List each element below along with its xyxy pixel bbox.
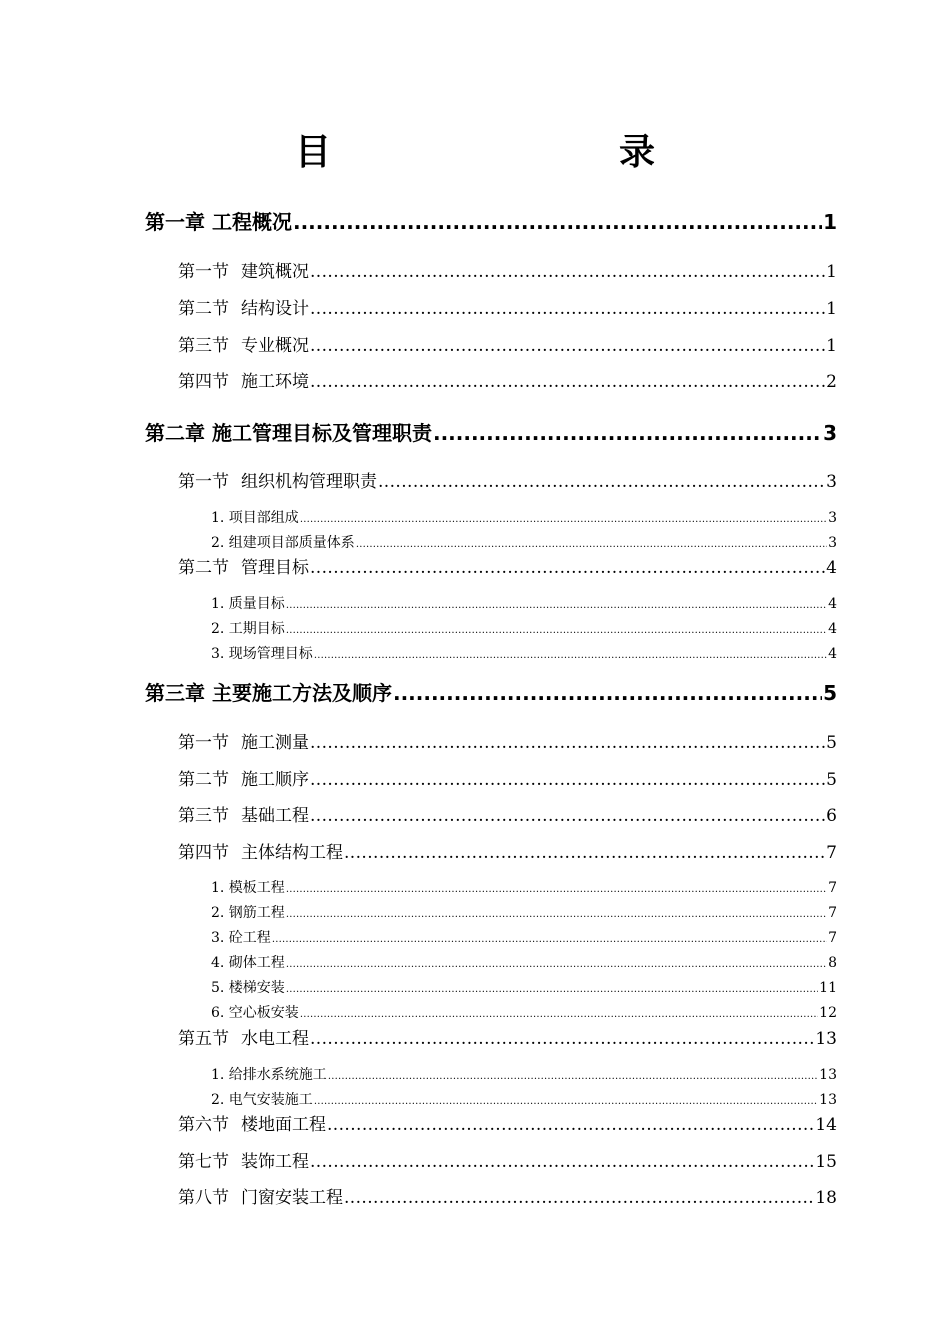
page-number: 7: [828, 880, 837, 896]
toc-item[interactable]: [211, 620, 837, 640]
toc-section[interactable]: [178, 335, 837, 357]
page-number: 5: [826, 770, 837, 790]
page-number: 7: [828, 905, 837, 921]
item-title: 2. 工期目标: [211, 621, 285, 637]
toc-section[interactable]: [178, 298, 837, 320]
dot-leader: [310, 1028, 814, 1050]
dot-leader: [300, 1006, 818, 1024]
section-title: 专业概况: [241, 336, 309, 356]
section-number: 第四节: [178, 372, 229, 392]
dot-leader: [433, 420, 822, 446]
page-number: 7: [826, 843, 837, 863]
page-number: 18: [815, 1188, 837, 1208]
page-number: 3: [823, 421, 837, 445]
dot-leader: [286, 622, 827, 640]
dot-leader: [344, 842, 825, 864]
item-title: 6. 空心板安装: [211, 1005, 299, 1021]
dot-leader: [300, 511, 827, 529]
page-number: 4: [828, 596, 837, 612]
dot-leader: [310, 298, 825, 320]
section-number: 第二节: [178, 299, 229, 319]
toc-item[interactable]: [211, 1004, 837, 1024]
toc-section[interactable]: [178, 805, 837, 827]
toc-chapter-3[interactable]: [145, 680, 837, 706]
section-title: 基础工程: [241, 806, 309, 826]
chapter-label: 第三章 主要施工方法及顺序: [145, 681, 392, 705]
section-number: 第三节: [178, 806, 229, 826]
toc-section[interactable]: [178, 1151, 837, 1173]
section-title: 水电工程: [241, 1029, 309, 1049]
toc-chapter-1[interactable]: [145, 209, 837, 235]
item-title: 3. 砼工程: [211, 930, 271, 946]
section-number: 第一节: [178, 262, 229, 282]
chapter-label: 第二章 施工管理目标及管理职责: [145, 421, 432, 445]
toc-section[interactable]: [178, 842, 837, 864]
toc-item[interactable]: [211, 534, 837, 554]
item-title: 1. 质量目标: [211, 596, 285, 612]
section-number: 第三节: [178, 336, 229, 356]
dot-leader: [378, 471, 825, 493]
toc-item[interactable]: [211, 509, 837, 529]
toc-item[interactable]: [211, 595, 837, 615]
section-title: 建筑概况: [241, 262, 309, 282]
page-number: 5: [826, 733, 837, 753]
item-title: 1. 给排水系统施工: [211, 1067, 327, 1083]
dot-leader: [286, 956, 827, 974]
toc-section[interactable]: [178, 557, 837, 579]
dot-leader: [286, 597, 827, 615]
page-number: 1: [826, 299, 837, 319]
section-number: 第一节: [178, 733, 229, 753]
section-title: 门窗安装工程: [241, 1188, 343, 1208]
toc-item[interactable]: [211, 1066, 837, 1086]
section-number: 第二节: [178, 558, 229, 578]
section-number: 第七节: [178, 1152, 229, 1172]
section-title: 楼地面工程: [241, 1115, 326, 1135]
item-title: 1. 模板工程: [211, 880, 285, 896]
dot-leader: [310, 769, 825, 791]
page-number: 2: [826, 372, 837, 392]
page-number: 6: [826, 806, 837, 826]
dot-leader: [310, 732, 825, 754]
item-title: 1. 项目部组成: [211, 510, 299, 526]
page-number: 11: [819, 980, 837, 996]
toc-section[interactable]: [178, 769, 837, 791]
page-number: 15: [815, 1152, 837, 1172]
page-number: 5: [823, 681, 837, 705]
page-number: 13: [815, 1029, 837, 1049]
section-title: 装饰工程: [241, 1152, 309, 1172]
page-number: 14: [815, 1115, 837, 1135]
toc-item[interactable]: [211, 879, 837, 899]
dot-leader: [310, 805, 825, 827]
section-title: 结构设计: [241, 299, 309, 319]
item-title: 2. 电气安装施工: [211, 1092, 313, 1108]
toc-section[interactable]: [178, 1114, 837, 1136]
dot-leader: [293, 209, 822, 235]
page-number: 3: [826, 472, 837, 492]
toc-item[interactable]: [211, 954, 837, 974]
dot-leader: [272, 931, 827, 949]
section-title: 施工测量: [241, 733, 309, 753]
toc-item[interactable]: [211, 929, 837, 949]
item-title: 2. 钢筋工程: [211, 905, 285, 921]
toc-section[interactable]: [178, 471, 837, 493]
toc-chapter-2[interactable]: [145, 420, 837, 446]
dot-leader: [344, 1187, 814, 1209]
dot-leader: [327, 1114, 814, 1136]
toc-item[interactable]: [211, 904, 837, 924]
dot-leader: [286, 906, 827, 924]
page-title: 目 录: [294, 132, 727, 173]
dot-leader: [314, 647, 827, 665]
page-number: 12: [819, 1005, 837, 1021]
page-number: 13: [819, 1092, 837, 1108]
page-number: 4: [828, 621, 837, 637]
item-title: 2. 组建项目部质量体系: [211, 535, 355, 551]
dot-leader: [286, 981, 818, 999]
toc-section[interactable]: [178, 261, 837, 283]
dot-leader: [310, 557, 825, 579]
section-number: 第八节: [178, 1188, 229, 1208]
toc-item[interactable]: [211, 645, 837, 665]
section-title: 管理目标: [241, 558, 309, 578]
toc-section[interactable]: [178, 1028, 837, 1050]
item-title: 5. 楼梯安装: [211, 980, 285, 996]
toc-item[interactable]: [211, 1091, 837, 1111]
dot-leader: [328, 1068, 818, 1086]
page-number: 7: [828, 930, 837, 946]
page-number: 1: [823, 210, 837, 234]
page-number: 1: [826, 262, 837, 282]
toc-section[interactable]: [178, 1187, 837, 1209]
dot-leader: [310, 1151, 814, 1173]
dot-leader: [314, 1093, 818, 1111]
section-number: 第五节: [178, 1029, 229, 1049]
section-number: 第六节: [178, 1115, 229, 1135]
section-number: 第四节: [178, 843, 229, 863]
toc-section[interactable]: [178, 371, 837, 393]
section-number: 第二节: [178, 770, 229, 790]
chapter-label: 第一章 工程概况: [145, 210, 292, 234]
dot-leader: [393, 680, 822, 706]
dot-leader: [310, 371, 825, 393]
section-title: 施工环境: [241, 372, 309, 392]
page-number: 1: [826, 336, 837, 356]
page-number: 8: [828, 955, 837, 971]
section-title: 主体结构工程: [241, 843, 343, 863]
dot-leader: [286, 881, 827, 899]
section-number: 第一节: [178, 472, 229, 492]
section-title: 施工顺序: [241, 770, 309, 790]
page-number: 3: [828, 510, 837, 526]
item-title: 3. 现场管理目标: [211, 646, 313, 662]
page-number: 3: [828, 535, 837, 551]
dot-leader: [310, 261, 825, 283]
toc-item[interactable]: [211, 979, 837, 999]
page-number: 13: [819, 1067, 837, 1083]
section-title: 组织机构管理职责: [241, 472, 377, 492]
page-number: 4: [828, 646, 837, 662]
item-title: 4. 砌体工程: [211, 955, 285, 971]
toc-section[interactable]: [178, 732, 837, 754]
dot-leader: [310, 335, 825, 357]
page-number: 4: [826, 558, 837, 578]
dot-leader: [356, 536, 827, 554]
